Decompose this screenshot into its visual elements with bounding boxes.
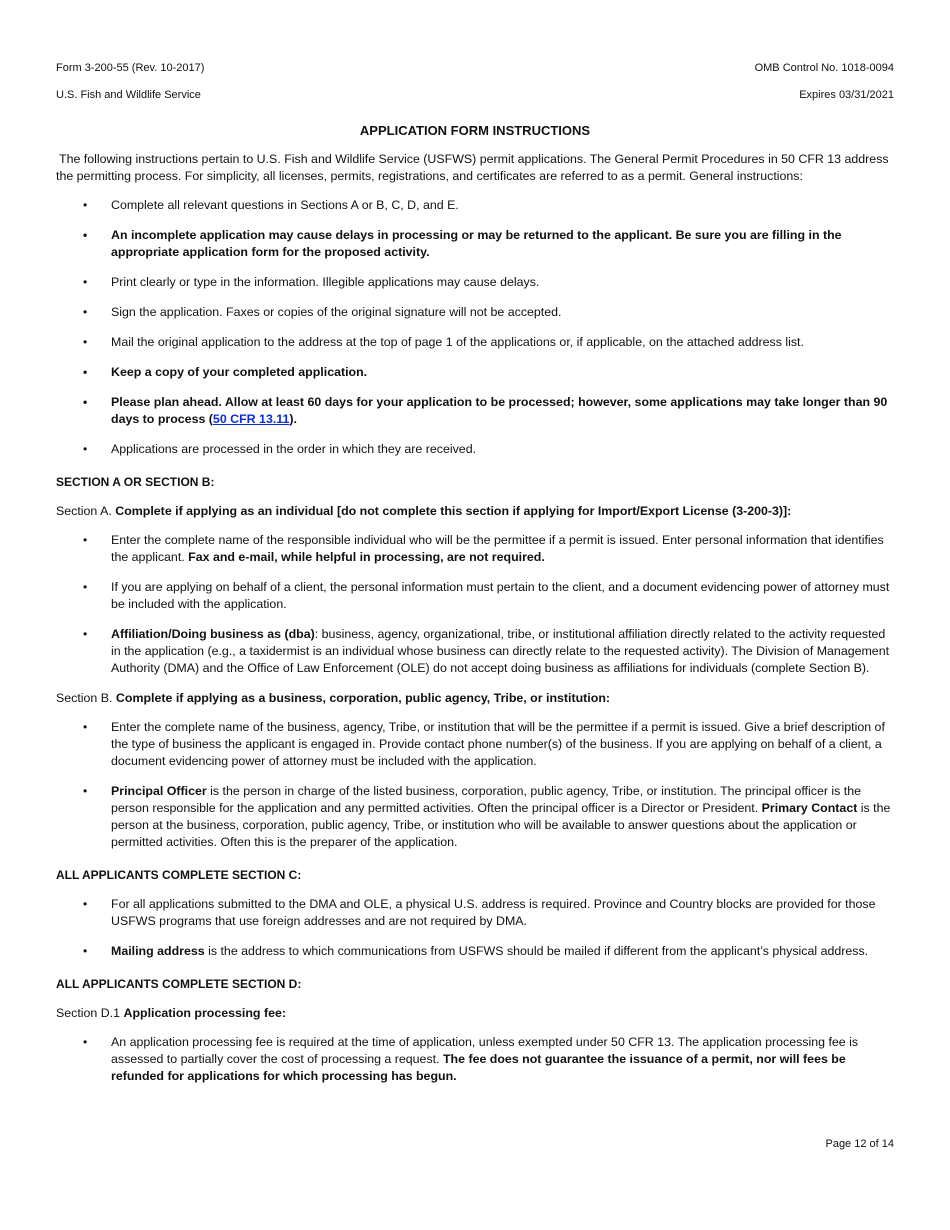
list-item: • Mail the original application to the address at the top of page 1 of the applications or, if applicable, on the attached address list. <box>83 335 804 349</box>
list-item: • Principal Officer is the person in charge of the listed business, corporation, public agency, Tribe, or institution. The principal officer is the person responsible for the application and any permitted activities. Often the principal officer is a Director or President. Primary Contact is the person at the business, corporation, public agency, Tribe, or institution who will be available to answer questions about the application or permitted activities. Often this is the preparer of the application. <box>83 784 891 849</box>
list-item: • Affiliation/Doing business as (dba): business, agency, organizational, tribe, or institutional affiliation directly related to the activity requested in the application (e.g., a taxidermist is an individual whose business can directly relate to the requested activity). The Division of Management Authority (DMA) and the Office of Law Enforcement (OLE) do not accept doing business as affiliations for individuals (complete Section B). <box>83 627 890 675</box>
bullet-icon: • <box>83 580 88 594</box>
bullet-icon: • <box>83 395 88 409</box>
page-title: APPLICATION FORM INSTRUCTIONS <box>359 123 591 138</box>
document-body <box>56 151 894 1098</box>
omb-control-number: OMB Control No. 1018-0094 <box>754 62 894 74</box>
bullet-icon: • <box>83 228 88 242</box>
form-number: Form 3-200-55 (Rev. 10-2017) <box>56 62 205 74</box>
list-item: • For all applications submitted to the DMA and OLE, a physical U.S. address is required. Province and Country blocks are provided for those USFWS programs that use foreign addresses and are not required by DMA. <box>83 897 876 928</box>
list-item: • Please plan ahead. Allow at least 60 days for your application to be processed; however, some applications may take longer than 90 days to process (50 CFR 13.11). <box>83 395 888 426</box>
list-item: • If you are applying on behalf of a client, the personal information must pertain to the client, and a document evidencing power of attorney must be included with the application. <box>83 580 890 611</box>
section-c-heading: ALL APPLICANTS COMPLETE SECTION C: <box>56 868 302 882</box>
bullet-icon: • <box>83 627 88 641</box>
list-item: • Enter the complete name of the business, agency, Tribe, or institution that will be the permittee if a permit is issued. Give a brief description of the type of business the applicant is engaged in. Provide contact phone number(s) of the business. If you are applying on behalf of a client, a document evidencing power of attorney must be included with the application. <box>83 720 885 768</box>
section-d-heading: ALL APPLICANTS COMPLETE SECTION D: <box>56 977 302 991</box>
bullet-icon: • <box>83 1035 88 1049</box>
bullet-icon: • <box>83 720 88 734</box>
section-a-list <box>56 532 894 677</box>
list-item: • Keep a copy of your completed application. <box>83 365 368 379</box>
section-a-heading: Section A. Complete if applying as an individual [do not complete this section if applying for Import/Export License (3-200-3)]: <box>56 504 792 518</box>
list-item: • Print clearly or type in the information. Illegible applications may cause delays. <box>83 275 540 289</box>
bullet-icon: • <box>83 897 88 911</box>
list-item: • Sign the application. Faxes or copies of the original signature will not be accepted. <box>83 305 562 319</box>
list-item: • Enter the complete name of the responsible individual who will be the permittee if a permit is issued. Enter personal information that identifies the applicant. Fax and e-mail, while helpful in processing, are not required. <box>83 533 884 564</box>
section-b-heading: Section B. Complete if applying as a business, corporation, public agency, Tribe, or institution: <box>56 691 611 705</box>
bullet-icon: • <box>83 275 88 289</box>
bullet-icon: • <box>83 198 88 212</box>
agency-name: U.S. Fish and Wildlife Service <box>56 89 201 101</box>
page-number: Page 12 of 14 <box>825 1138 894 1150</box>
expiration-date: Expires 03/31/2021 <box>799 89 894 101</box>
page-header <box>56 55 894 109</box>
cfr-13-11-link[interactable]: 50 CFR 13.11 <box>212 412 290 426</box>
list-item: • An application processing fee is required at the time of application, unless exempted under 50 CFR 13. The application processing fee is assessed to partially cover the cost of processing a request. The fee does not guarantee the issuance of a permit, nor will fees be refunded for applications for which processing has begun. <box>83 1035 859 1083</box>
intro-paragraph: The following instructions pertain to U.S. Fish and Wildlife Service (USFWS) permit applications. The General Permit Procedures in 50 CFR 13 address the permitting process. For simplicity, all licenses, permits, registrations, and certificates are referred to as a permit. General instructions: <box>56 152 889 183</box>
bullet-icon: • <box>83 365 88 379</box>
bullet-icon: • <box>83 533 88 547</box>
bullet-icon: • <box>83 784 88 798</box>
section-ab-heading: SECTION A OR SECTION B: <box>56 475 215 489</box>
bullet-icon: • <box>83 442 88 456</box>
general-instructions-list <box>56 197 894 458</box>
section-d-list <box>56 1034 894 1085</box>
bullet-icon: • <box>83 944 88 958</box>
list-item: • Mailing address is the address to which communications from USFWS should be mailed if different from the applicant’s physical address. <box>83 944 869 958</box>
list-item: • An incomplete application may cause delays in processing or may be returned to the applicant. Be sure you are filling in the appropriate application form for the proposed activity. <box>83 228 842 259</box>
bullet-icon: • <box>83 305 88 319</box>
section-d1-heading: Section D.1 Application processing fee: <box>56 1006 286 1020</box>
list-item: • Complete all relevant questions in Sections A or B, C, D, and E. <box>83 198 459 212</box>
list-item: • Applications are processed in the order in which they are received. <box>83 442 477 456</box>
section-c-list <box>56 896 894 960</box>
bullet-icon: • <box>83 335 88 349</box>
section-b-list <box>56 719 894 851</box>
